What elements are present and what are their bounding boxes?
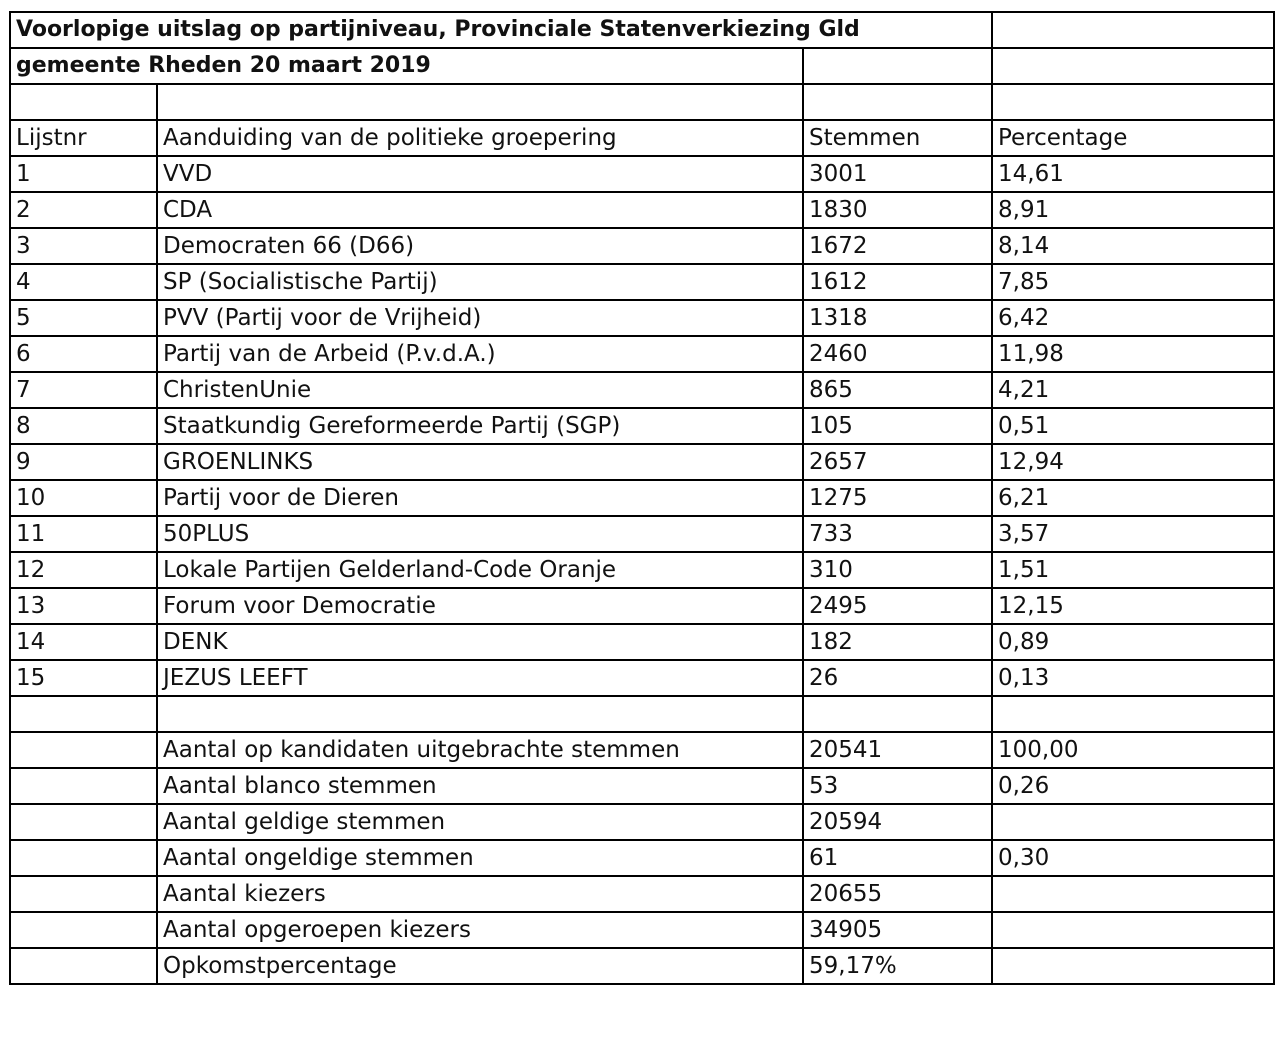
party-name: Partij van de Arbeid (P.v.d.A.) xyxy=(157,336,803,372)
summary-label: Aantal op kandidaten uitgebrachte stemmen xyxy=(157,732,803,768)
empty-cell xyxy=(10,948,157,984)
party-name: SP (Socialistische Partij) xyxy=(157,264,803,300)
header-lijstnr: Lijstnr xyxy=(10,120,157,156)
party-name: GROENLINKS xyxy=(157,444,803,480)
empty-cell xyxy=(10,696,157,732)
empty-cell xyxy=(10,84,157,120)
empty-cell xyxy=(10,840,157,876)
title-line-1: Voorlopige uitslag op partijniveau, Provinciale Statenverkiezing Gld xyxy=(10,12,992,48)
party-votes: 105 xyxy=(803,408,992,444)
party-name: ChristenUnie xyxy=(157,372,803,408)
summary-percentage xyxy=(992,876,1274,912)
party-name: VVD xyxy=(157,156,803,192)
empty-cell xyxy=(992,48,1274,84)
summary-label: Aantal geldige stemmen xyxy=(157,804,803,840)
empty-cell xyxy=(157,84,803,120)
title-line-2: gemeente Rheden 20 maart 2019 xyxy=(10,48,803,84)
summary-label: Aantal kiezers xyxy=(157,876,803,912)
empty-cell xyxy=(10,876,157,912)
party-votes: 310 xyxy=(803,552,992,588)
party-number: 5 xyxy=(10,300,157,336)
party-percentage: 7,85 xyxy=(992,264,1274,300)
summary-votes: 61 xyxy=(803,840,992,876)
table-row xyxy=(10,192,1274,228)
empty-cell xyxy=(10,768,157,804)
summary-percentage: 0,30 xyxy=(992,840,1274,876)
party-name: Democraten 66 (D66) xyxy=(157,228,803,264)
election-results-table xyxy=(9,11,1275,985)
empty-cell xyxy=(992,12,1274,48)
summary-row xyxy=(10,912,1274,948)
header-stemmen: Stemmen xyxy=(803,120,992,156)
table-row xyxy=(10,372,1274,408)
party-votes: 865 xyxy=(803,372,992,408)
summary-label: Aantal ongeldige stemmen xyxy=(157,840,803,876)
header-aanduiding: Aanduiding van de politieke groepering xyxy=(157,120,803,156)
party-number: 6 xyxy=(10,336,157,372)
party-votes: 1672 xyxy=(803,228,992,264)
table-row xyxy=(10,660,1274,696)
summary-votes: 20594 xyxy=(803,804,992,840)
empty-cell xyxy=(10,912,157,948)
party-percentage: 12,15 xyxy=(992,588,1274,624)
party-name: DENK xyxy=(157,624,803,660)
party-votes: 26 xyxy=(803,660,992,696)
party-name: Lokale Partijen Gelderland-Code Oranje xyxy=(157,552,803,588)
empty-cell xyxy=(992,84,1274,120)
summary-votes: 20655 xyxy=(803,876,992,912)
table-row xyxy=(10,624,1274,660)
party-votes: 1830 xyxy=(803,192,992,228)
party-percentage: 6,21 xyxy=(992,480,1274,516)
empty-cell xyxy=(10,804,157,840)
summary-percentage xyxy=(992,948,1274,984)
party-percentage: 6,42 xyxy=(992,300,1274,336)
spacer-row xyxy=(10,84,1274,120)
header-row xyxy=(10,120,1274,156)
party-number: 2 xyxy=(10,192,157,228)
party-number: 14 xyxy=(10,624,157,660)
summary-percentage: 0,26 xyxy=(992,768,1274,804)
summary-votes: 59,17% xyxy=(803,948,992,984)
summary-percentage: 100,00 xyxy=(992,732,1274,768)
party-votes: 1275 xyxy=(803,480,992,516)
party-votes: 182 xyxy=(803,624,992,660)
party-votes: 3001 xyxy=(803,156,992,192)
table-row xyxy=(10,228,1274,264)
empty-cell xyxy=(803,84,992,120)
party-number: 13 xyxy=(10,588,157,624)
summary-votes: 53 xyxy=(803,768,992,804)
empty-cell xyxy=(803,696,992,732)
summary-label: Aantal blanco stemmen xyxy=(157,768,803,804)
party-percentage: 8,14 xyxy=(992,228,1274,264)
table-row xyxy=(10,408,1274,444)
summary-votes: 20541 xyxy=(803,732,992,768)
table-row xyxy=(10,444,1274,480)
summary-label: Aantal opgeroepen kiezers xyxy=(157,912,803,948)
summary-label: Opkomstpercentage xyxy=(157,948,803,984)
party-number: 3 xyxy=(10,228,157,264)
party-number: 11 xyxy=(10,516,157,552)
party-votes: 2495 xyxy=(803,588,992,624)
summary-row xyxy=(10,948,1274,984)
party-percentage: 1,51 xyxy=(992,552,1274,588)
party-number: 12 xyxy=(10,552,157,588)
title-row-2 xyxy=(10,48,1274,84)
party-number: 8 xyxy=(10,408,157,444)
party-votes: 2460 xyxy=(803,336,992,372)
table-row xyxy=(10,516,1274,552)
party-name: 50PLUS xyxy=(157,516,803,552)
party-votes: 1612 xyxy=(803,264,992,300)
party-percentage: 0,51 xyxy=(992,408,1274,444)
table-row xyxy=(10,588,1274,624)
title-row-1 xyxy=(10,12,1274,48)
empty-cell xyxy=(992,696,1274,732)
party-number: 4 xyxy=(10,264,157,300)
empty-cell xyxy=(803,48,992,84)
party-number: 10 xyxy=(10,480,157,516)
party-percentage: 3,57 xyxy=(992,516,1274,552)
table-row xyxy=(10,480,1274,516)
empty-cell xyxy=(157,696,803,732)
party-percentage: 0,13 xyxy=(992,660,1274,696)
summary-row xyxy=(10,840,1274,876)
table-row xyxy=(10,300,1274,336)
summary-percentage xyxy=(992,804,1274,840)
table-row xyxy=(10,156,1274,192)
party-percentage: 14,61 xyxy=(992,156,1274,192)
header-percentage: Percentage xyxy=(992,120,1274,156)
table-row xyxy=(10,336,1274,372)
table-row xyxy=(10,264,1274,300)
summary-row xyxy=(10,732,1274,768)
party-votes: 1318 xyxy=(803,300,992,336)
party-name: Partij voor de Dieren xyxy=(157,480,803,516)
party-percentage: 11,98 xyxy=(992,336,1274,372)
party-name: CDA xyxy=(157,192,803,228)
summary-row xyxy=(10,876,1274,912)
party-name: JEZUS LEEFT xyxy=(157,660,803,696)
party-name: Staatkundig Gereformeerde Partij (SGP) xyxy=(157,408,803,444)
spacer-row xyxy=(10,696,1274,732)
party-number: 9 xyxy=(10,444,157,480)
party-number: 7 xyxy=(10,372,157,408)
table-row xyxy=(10,552,1274,588)
summary-votes: 34905 xyxy=(803,912,992,948)
empty-cell xyxy=(10,732,157,768)
party-votes: 2657 xyxy=(803,444,992,480)
party-votes: 733 xyxy=(803,516,992,552)
party-percentage: 8,91 xyxy=(992,192,1274,228)
summary-row xyxy=(10,768,1274,804)
party-percentage: 4,21 xyxy=(992,372,1274,408)
party-percentage: 12,94 xyxy=(992,444,1274,480)
summary-percentage xyxy=(992,912,1274,948)
party-number: 15 xyxy=(10,660,157,696)
party-percentage: 0,89 xyxy=(992,624,1274,660)
party-name: PVV (Partij voor de Vrijheid) xyxy=(157,300,803,336)
summary-row xyxy=(10,804,1274,840)
party-name: Forum voor Democratie xyxy=(157,588,803,624)
party-number: 1 xyxy=(10,156,157,192)
